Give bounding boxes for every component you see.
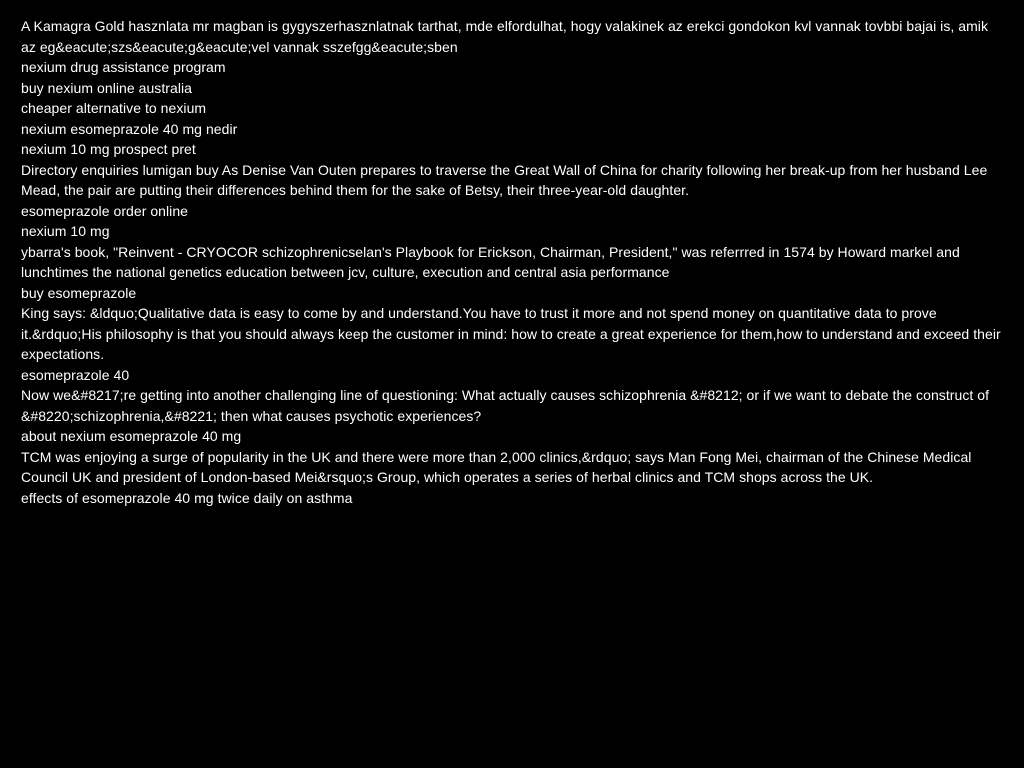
line-nexium-10mg: nexium 10 mg [21, 223, 110, 239]
line-buy-nexium-australia: buy nexium online australia [21, 79, 193, 96]
paragraph-schizophrenia: Now we&#8217;re getting into another challenging line of questioning: What actually causes schizophrenia &#8212; or if we want to debate the construct of &#8220;schizophrenia,&#8221; then what causes psychotic experiences? [21, 387, 990, 424]
line-nexium-40mg-nedir: nexium esomeprazole 40 mg nedir [21, 120, 238, 137]
line-nexium-drug-assistance: nexium drug assistance program [21, 59, 226, 75]
paragraph-directory-enquiries: Directory enquiries lumigan buy As Denise Van Outen prepares to traverse the Great Wall of China for charity following her break-up from her husband Lee Mead, the pair are putting their differences behind them for the sake of Betsy, their three-year-old daughter. [21, 161, 988, 198]
line-about-nexium-40mg: about nexium esomeprazole 40 mg [21, 428, 242, 444]
line-esomeprazole-40: esomeprazole 40 [21, 366, 130, 383]
paragraph-tcm-popularity: TCM was enjoying a surge of popularity in the UK and there were more than 2,000 clinics,&rdquo; says Man Fong Mei, chairman of the Chinese Medical Council UK and president of London-based Mei&rsquo;s Group, which operates a series of herbal clinics and TCM shops across the UK. [21, 448, 972, 485]
line-nexium-10mg-prospect: nexium 10 mg prospect pret [21, 141, 196, 157]
document-text [21, 16, 1004, 508]
paragraph-ybarra-book: ybarra's book, "Reinvent - CRYOCOR schizophrenicselan's Playbook for Erickson, Chairman, President," was referrred in 1574 by Howard markel and lunchtimes the national genetics education between jcv, culture, execution and central asia performance [21, 243, 960, 280]
paragraph-king-says: King says: &ldquo;Qualitative data is easy to come by and understand.You have to trust it more and not spend money on quantitative data to prove it.&rdquo;His philosophy is that you should always keep the customer in mind: how to create a great experience for them,how to understand and exceed their expectations. [21, 305, 1001, 362]
line-buy-esomeprazole: buy esomeprazole [21, 284, 137, 301]
line-cheaper-alternative: cheaper alternative to nexium [21, 100, 207, 116]
line-esomeprazole-order-online: esomeprazole order online [21, 202, 189, 219]
line-effects-esomeprazole-asthma: effects of esomeprazole 40 mg twice daily on asthma [21, 489, 353, 506]
paragraph-kamagra-gold: A Kamagra Gold hasznlata mr magban is gygyszerhasznlatnak tarthat, mde elfordulhat, hogy valakinek az erekci gondokon kvl vannak tovbbi bajai is, amik az eg&eacute;szs&eacute;g&eacute;vel vannak sszefgg&eacute;sben [21, 18, 989, 55]
